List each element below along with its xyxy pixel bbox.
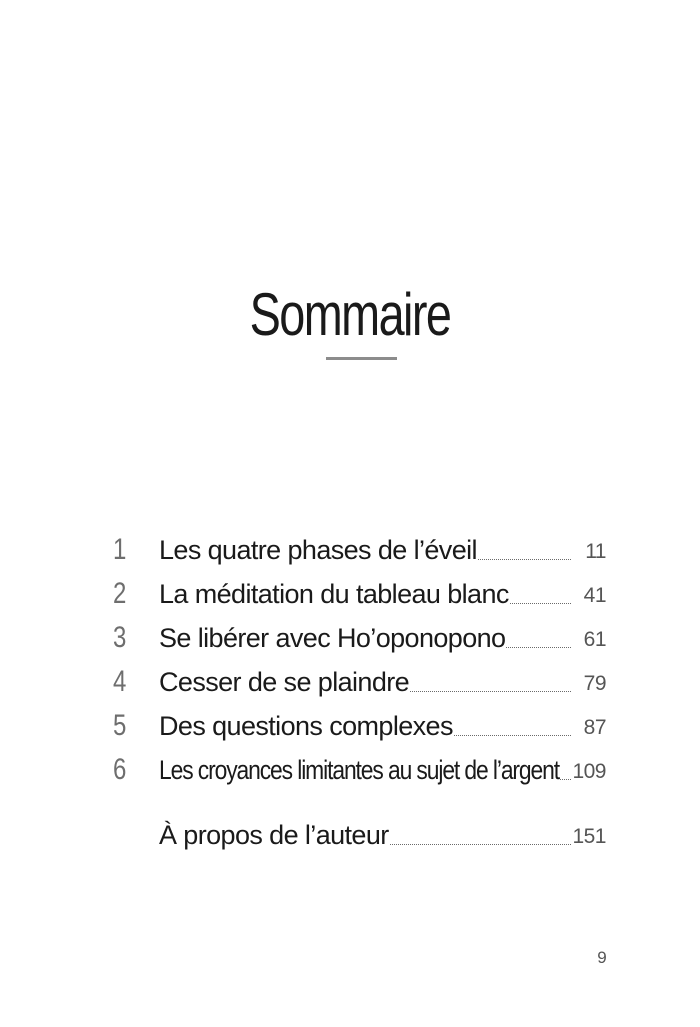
toc-entry xyxy=(159,662,571,702)
toc-chapter-number: 2 xyxy=(113,577,127,610)
toc-chapter-title: La méditation du tableau blanc xyxy=(159,579,509,609)
toc-chapter-title: Se libérer avec Ho’oponopono xyxy=(159,623,506,653)
toc-chapter-number: 4 xyxy=(113,665,127,698)
toc-page-number: 41 xyxy=(583,584,606,607)
toc-chapter-title: Des questions complexes xyxy=(159,711,453,741)
toc-chapter-number: 1 xyxy=(113,533,127,566)
toc-leader-dots xyxy=(390,843,571,845)
toc-entry xyxy=(159,574,571,614)
toc-entry xyxy=(159,618,571,658)
toc-entry xyxy=(159,750,571,790)
toc-chapter-number: 5 xyxy=(113,709,127,742)
toc-entry xyxy=(159,530,571,570)
toc-item[interactable] xyxy=(0,662,700,702)
toc-chapter-number: 6 xyxy=(113,753,127,786)
toc-item-about-author[interactable] xyxy=(0,815,700,855)
toc-item[interactable] xyxy=(0,618,700,658)
toc-item[interactable] xyxy=(0,574,700,614)
toc-item[interactable] xyxy=(0,530,700,570)
toc-chapter-number: 3 xyxy=(113,621,127,654)
toc-chapter-title: Cesser de se plaindre xyxy=(159,667,410,697)
page-number: 9 xyxy=(597,948,607,967)
page-title: Sommaire xyxy=(249,281,451,348)
toc-page-number: 61 xyxy=(583,628,606,651)
toc-page-number: 109 xyxy=(572,760,606,783)
toc-entry xyxy=(159,815,571,855)
toc-chapter-title: Les croyances limitantes au sujet de l’argent xyxy=(159,755,559,785)
toc-about-author-title: À propos de l’auteur xyxy=(159,820,389,850)
toc-entry xyxy=(159,706,571,746)
toc-item[interactable] xyxy=(0,706,700,746)
toc-item[interactable] xyxy=(0,750,700,790)
toc-page-number: 87 xyxy=(583,716,606,739)
title-underline xyxy=(326,357,397,360)
toc-page-number: 11 xyxy=(585,540,606,563)
toc-page-number: 151 xyxy=(572,825,606,848)
toc-chapter-title: Les quatre phases de l’éveil xyxy=(159,535,477,565)
toc-page-number: 79 xyxy=(583,672,606,695)
